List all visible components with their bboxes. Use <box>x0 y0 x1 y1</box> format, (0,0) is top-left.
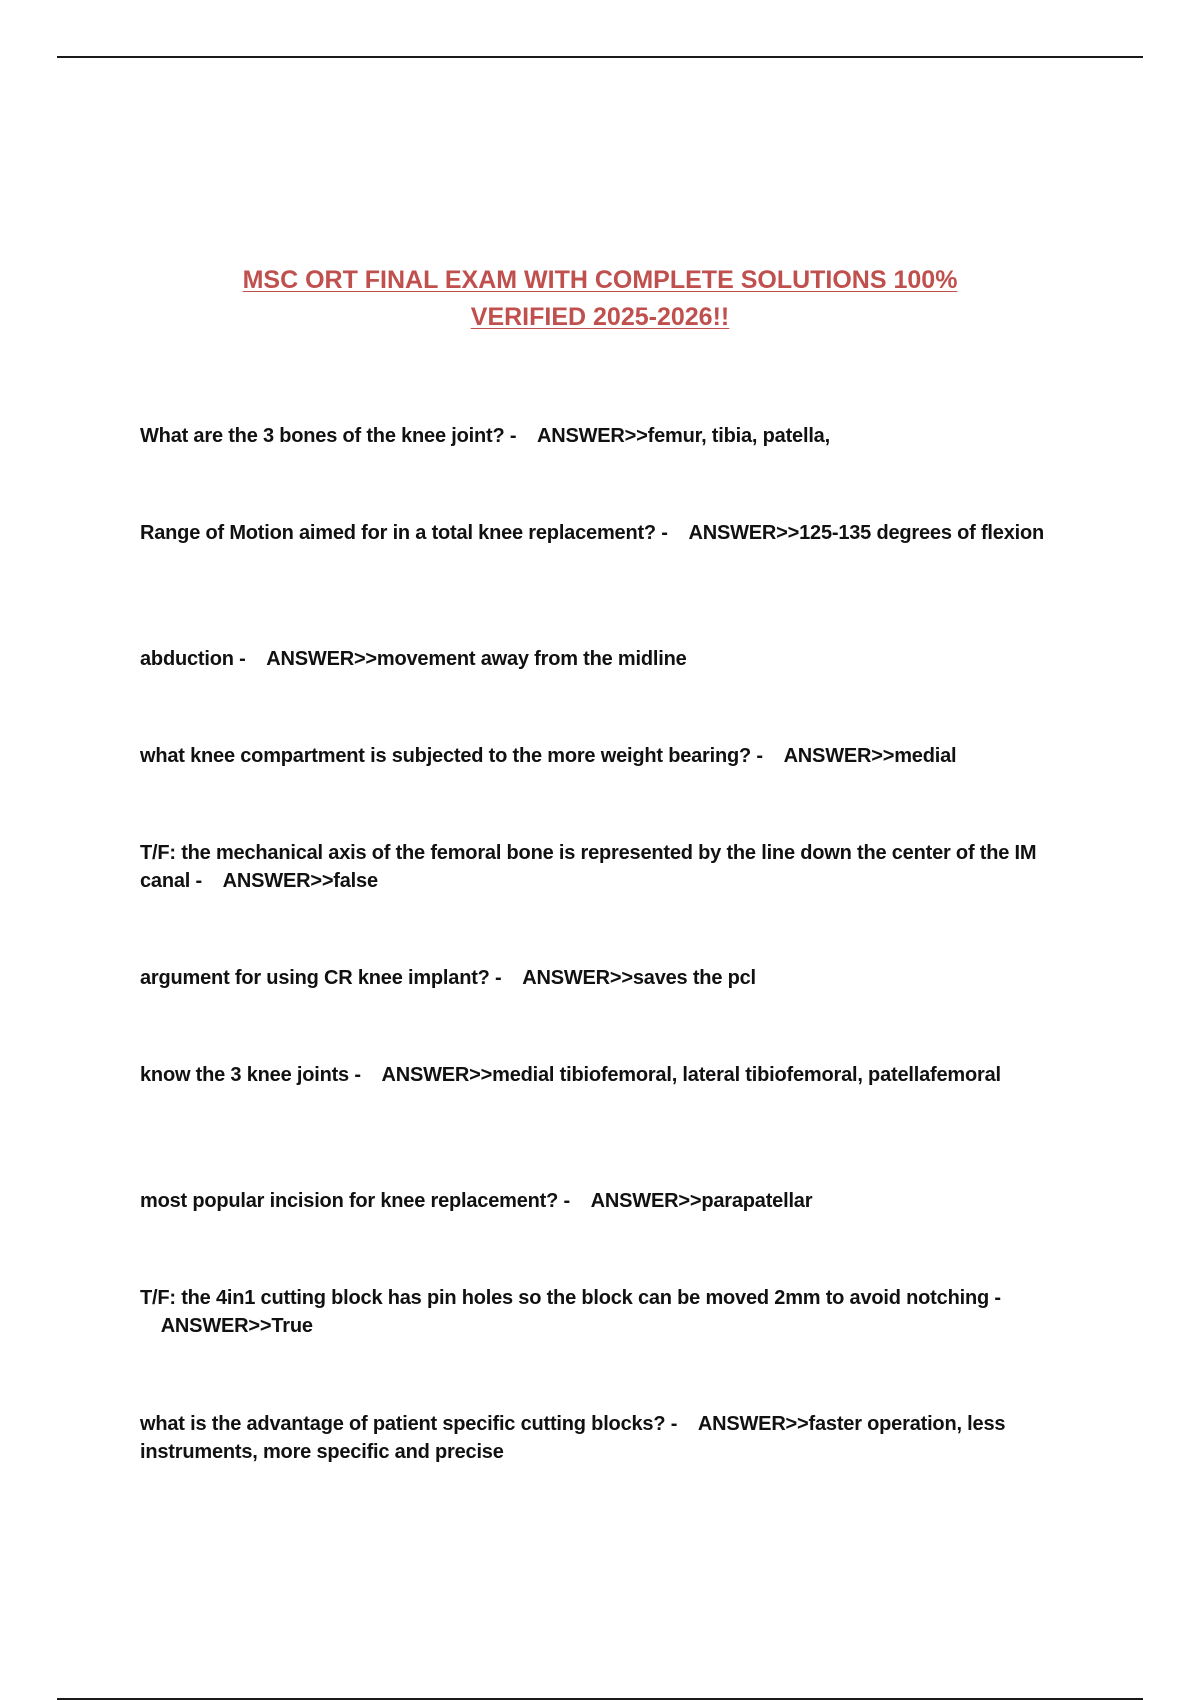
document-title <box>150 262 1050 336</box>
answer-text: ANSWER>>saves the pcl <box>522 967 756 989</box>
answer-text: ANSWER>>faster operation, less instruments, more specific and precise <box>140 1413 1006 1463</box>
question-text: abduction - <box>140 648 246 670</box>
answer-text: ANSWER>>parapatellar <box>590 1190 813 1212</box>
top-rule <box>57 56 1143 58</box>
question-text: T/F: the 4in1 cutting block has pin holes so the block can be moved 2mm to avoid notching - <box>140 1287 1001 1309</box>
question-text: know the 3 knee joints - <box>140 1064 361 1086</box>
answer-text: ANSWER>>125-135 degrees of flexion <box>688 522 1045 544</box>
title-line-1: MSC ORT FINAL EXAM WITH COMPLETE SOLUTIONS 100% <box>242 266 958 294</box>
question-text: argument for using CR knee implant? - <box>140 967 502 989</box>
answer-text: ANSWER>>false <box>222 870 378 892</box>
qa-item-5 <box>140 839 1070 895</box>
question-text: most popular incision for knee replacement? - <box>140 1190 570 1212</box>
answer-text: ANSWER>>True <box>160 1315 313 1337</box>
qa-item-8 <box>140 1187 1070 1215</box>
qa-item-10 <box>140 1410 1070 1466</box>
question-text: T/F: the mechanical axis of the femoral bone is represented by the line down the center of the IM canal - <box>140 842 1037 892</box>
answer-text: ANSWER>>movement away from the midline <box>266 648 687 670</box>
qa-item-1 <box>140 422 1070 450</box>
qa-item-6 <box>140 964 1070 992</box>
qa-item-3 <box>140 645 1070 673</box>
answer-text: ANSWER>>medial <box>783 745 957 767</box>
answer-text: ANSWER>>femur, tibia, patella, <box>536 425 830 447</box>
answer-text: ANSWER>>medial tibiofemoral, lateral tibiofemoral, patellafemoral <box>381 1064 1001 1086</box>
qa-item-2 <box>140 519 1070 547</box>
qa-item-4 <box>140 742 1070 770</box>
title-line-2: VERIFIED 2025-2026!! <box>470 303 730 331</box>
qa-item-7 <box>140 1061 1070 1089</box>
question-text: Range of Motion aimed for in a total knee replacement? - <box>140 522 668 544</box>
qa-item-9 <box>140 1284 1070 1340</box>
question-text: what is the advantage of patient specific cutting blocks? - <box>140 1413 678 1435</box>
question-text: what knee compartment is subjected to the more weight bearing? - <box>140 745 763 767</box>
question-text: What are the 3 bones of the knee joint? - <box>140 425 517 447</box>
